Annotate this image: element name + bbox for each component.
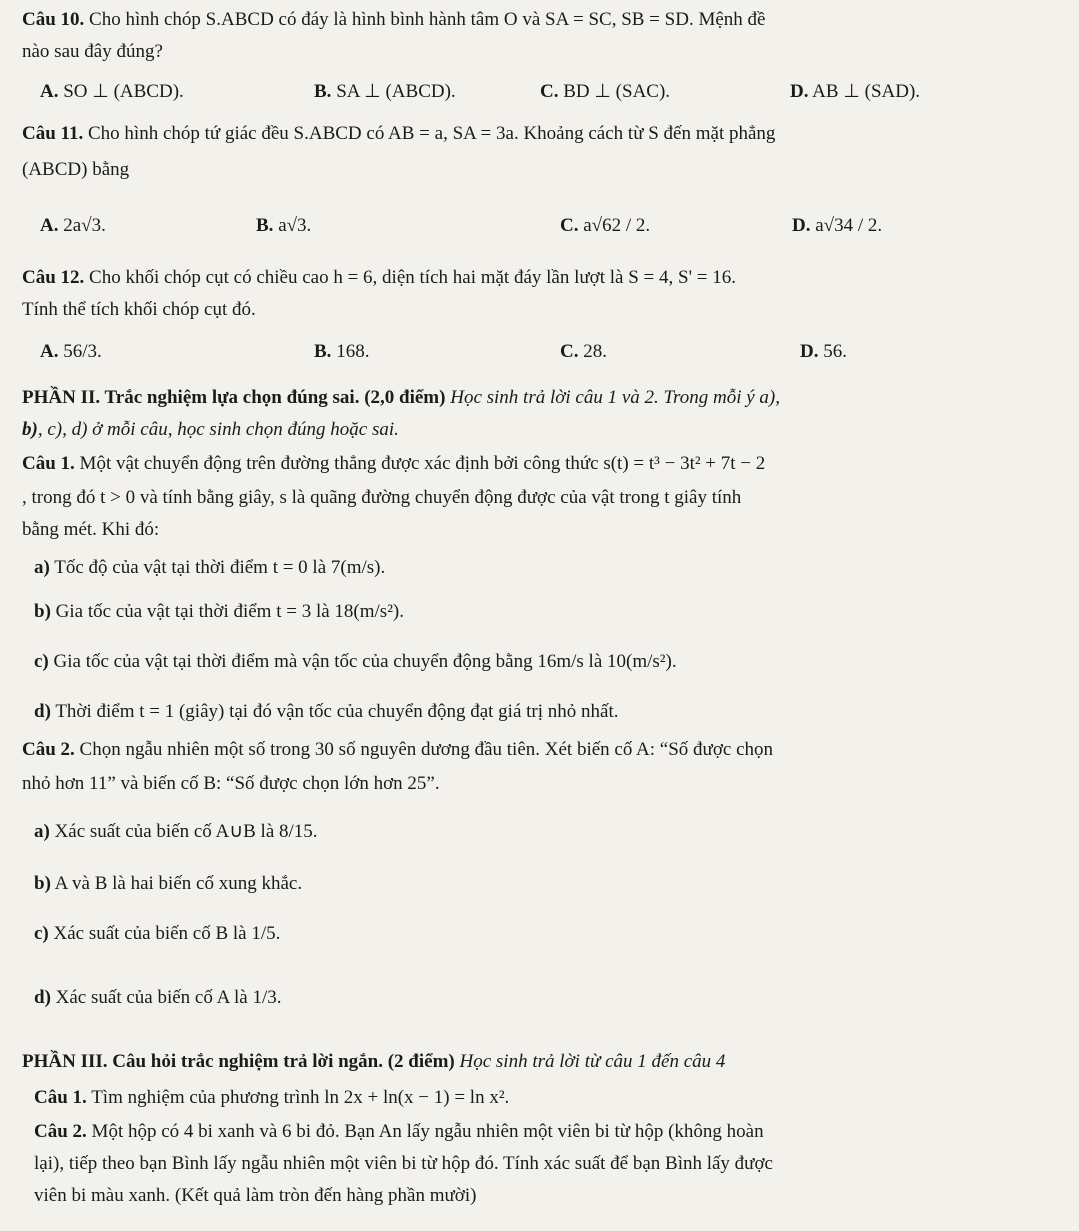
part3-instruction: Học sinh trả lời từ câu 1 đến câu 4 [459,1051,726,1072]
part2-title: PHẦN II. Trắc nghiệm lựa chọn đúng sai. (2,0 điểm) [22,387,446,408]
p2q1-statement-a: a) Tốc độ của vật tại thời điểm t = 0 là 7(m/s). [34,557,386,578]
p2q1-statement-c: c) Gia tốc của vật tại thời điểm mà vận tốc của chuyển động bằng 16m/s là 10(m/s²). [34,651,677,672]
part2-heading [22,386,780,410]
q12-option-d: D. 56. [800,341,847,362]
p2q1-stem-line1: Câu 1. Một vật chuyển động trên đường thẳng được xác định bởi công thức s(t) = t³ − 3t² + 7t − 2 [22,453,766,474]
p2q1-statement-d: d) Thời điểm t = 1 (giây) tại đó vận tốc của chuyển động đạt giá trị nhỏ nhất. [34,701,619,722]
p2q2-statement-d: d) Xác suất của biến cố A là 1/3. [34,987,282,1008]
q11-option-d: D. a√34 / 2. [792,215,883,236]
q12-option-b: B. 168. [314,341,370,362]
q10-option-d: D. AB ⊥ (SAD). [790,81,921,102]
p2q2-statement-b: b) A và B là hai biến cố xung khắc. [34,873,303,894]
q10-option-b: B. SA ⊥ (ABCD). [314,81,456,102]
q12-stem-line1: Câu 12. Cho khối chóp cụt có chiều cao h = 6, diện tích hai mặt đáy lần lượt là S = 4, S' = 16. [22,267,736,288]
q12-option-c: C. 28. [560,341,607,362]
part3-title: PHẦN III. Câu hỏi trắc nghiệm trả lời ngắn. (2 điểm) [22,1051,455,1072]
q10-option-c: C. BD ⊥ (SAC). [540,81,671,102]
part2-instruction-2: b), c), d) ở mỗi câu, học sinh chọn đúng hoặc sai. [22,419,399,440]
q10-stem-line1: Câu 10. Cho hình chóp S.ABCD có đáy là hình bình hành tâm O và SA = SC, SB = SD. Mệnh đề [22,9,766,30]
q10-option-a: A. SO ⊥ (ABCD). [40,81,184,102]
p3q2-stem-line3: viên bi màu xanh. (Kết quả làm tròn đến hàng phần mười) [34,1185,477,1206]
part3-heading [22,1050,725,1074]
q10-stem-line2: nào sau đây đúng? [22,41,163,62]
p2q2-statement-c: c) Xác suất của biến cố B là 1/5. [34,923,281,944]
p2q2-stem-line1: Câu 2. Chọn ngẫu nhiên một số trong 30 số nguyên dương đầu tiên. Xét biến cố A: “Số được chọn [22,739,774,760]
p2q2-statement-a: a) Xác suất của biến cố A∪B là 8/15. [34,821,318,842]
p2q2-stem-line2: nhỏ hơn 11” và biến cố B: “Số được chọn lớn hơn 25”. [22,773,440,794]
p2q1-stem-line3: bằng mét. Khi đó: [22,519,160,540]
p2q1-stem-line2: , trong đó t > 0 và tính bằng giây, s là quãng đường chuyển động được của vật trong t giây tính [22,487,742,508]
q11-option-a: A. 2a√3. [40,215,106,236]
q11-stem-line1: Câu 11. Cho hình chóp tứ giác đều S.ABCD có AB = a, SA = 3a. Khoảng cách từ S đến mặt phẳng [22,123,776,144]
p3q2-stem-line2: lại), tiếp theo bạn Bình lấy ngẫu nhiên một viên bi từ hộp đó. Tính xác suất để bạn Bình lấy được [34,1153,773,1174]
p3q1-stem: Câu 1. Tìm nghiệm của phương trình ln 2x + ln(x − 1) = ln x². [34,1087,510,1108]
q11-stem-line2: (ABCD) bằng [22,159,130,180]
p3q2-stem-line1: Câu 2. Một hộp có 4 bi xanh và 6 bi đỏ. Bạn An lấy ngẫu nhiên một viên bi từ hộp (không hoàn [34,1121,764,1142]
q11-option-b: B. a√3. [256,215,312,236]
p2q1-statement-b: b) Gia tốc của vật tại thời điểm t = 3 là 18(m/s²). [34,601,404,622]
q12-option-a: A. 56/3. [40,341,102,362]
part2-instruction-1: Học sinh trả lời câu 1 và 2. Trong mỗi ý a), [450,387,781,408]
q11-option-c: C. a√62 / 2. [560,215,651,236]
q12-stem-line2: Tính thể tích khối chóp cụt đó. [22,299,256,320]
